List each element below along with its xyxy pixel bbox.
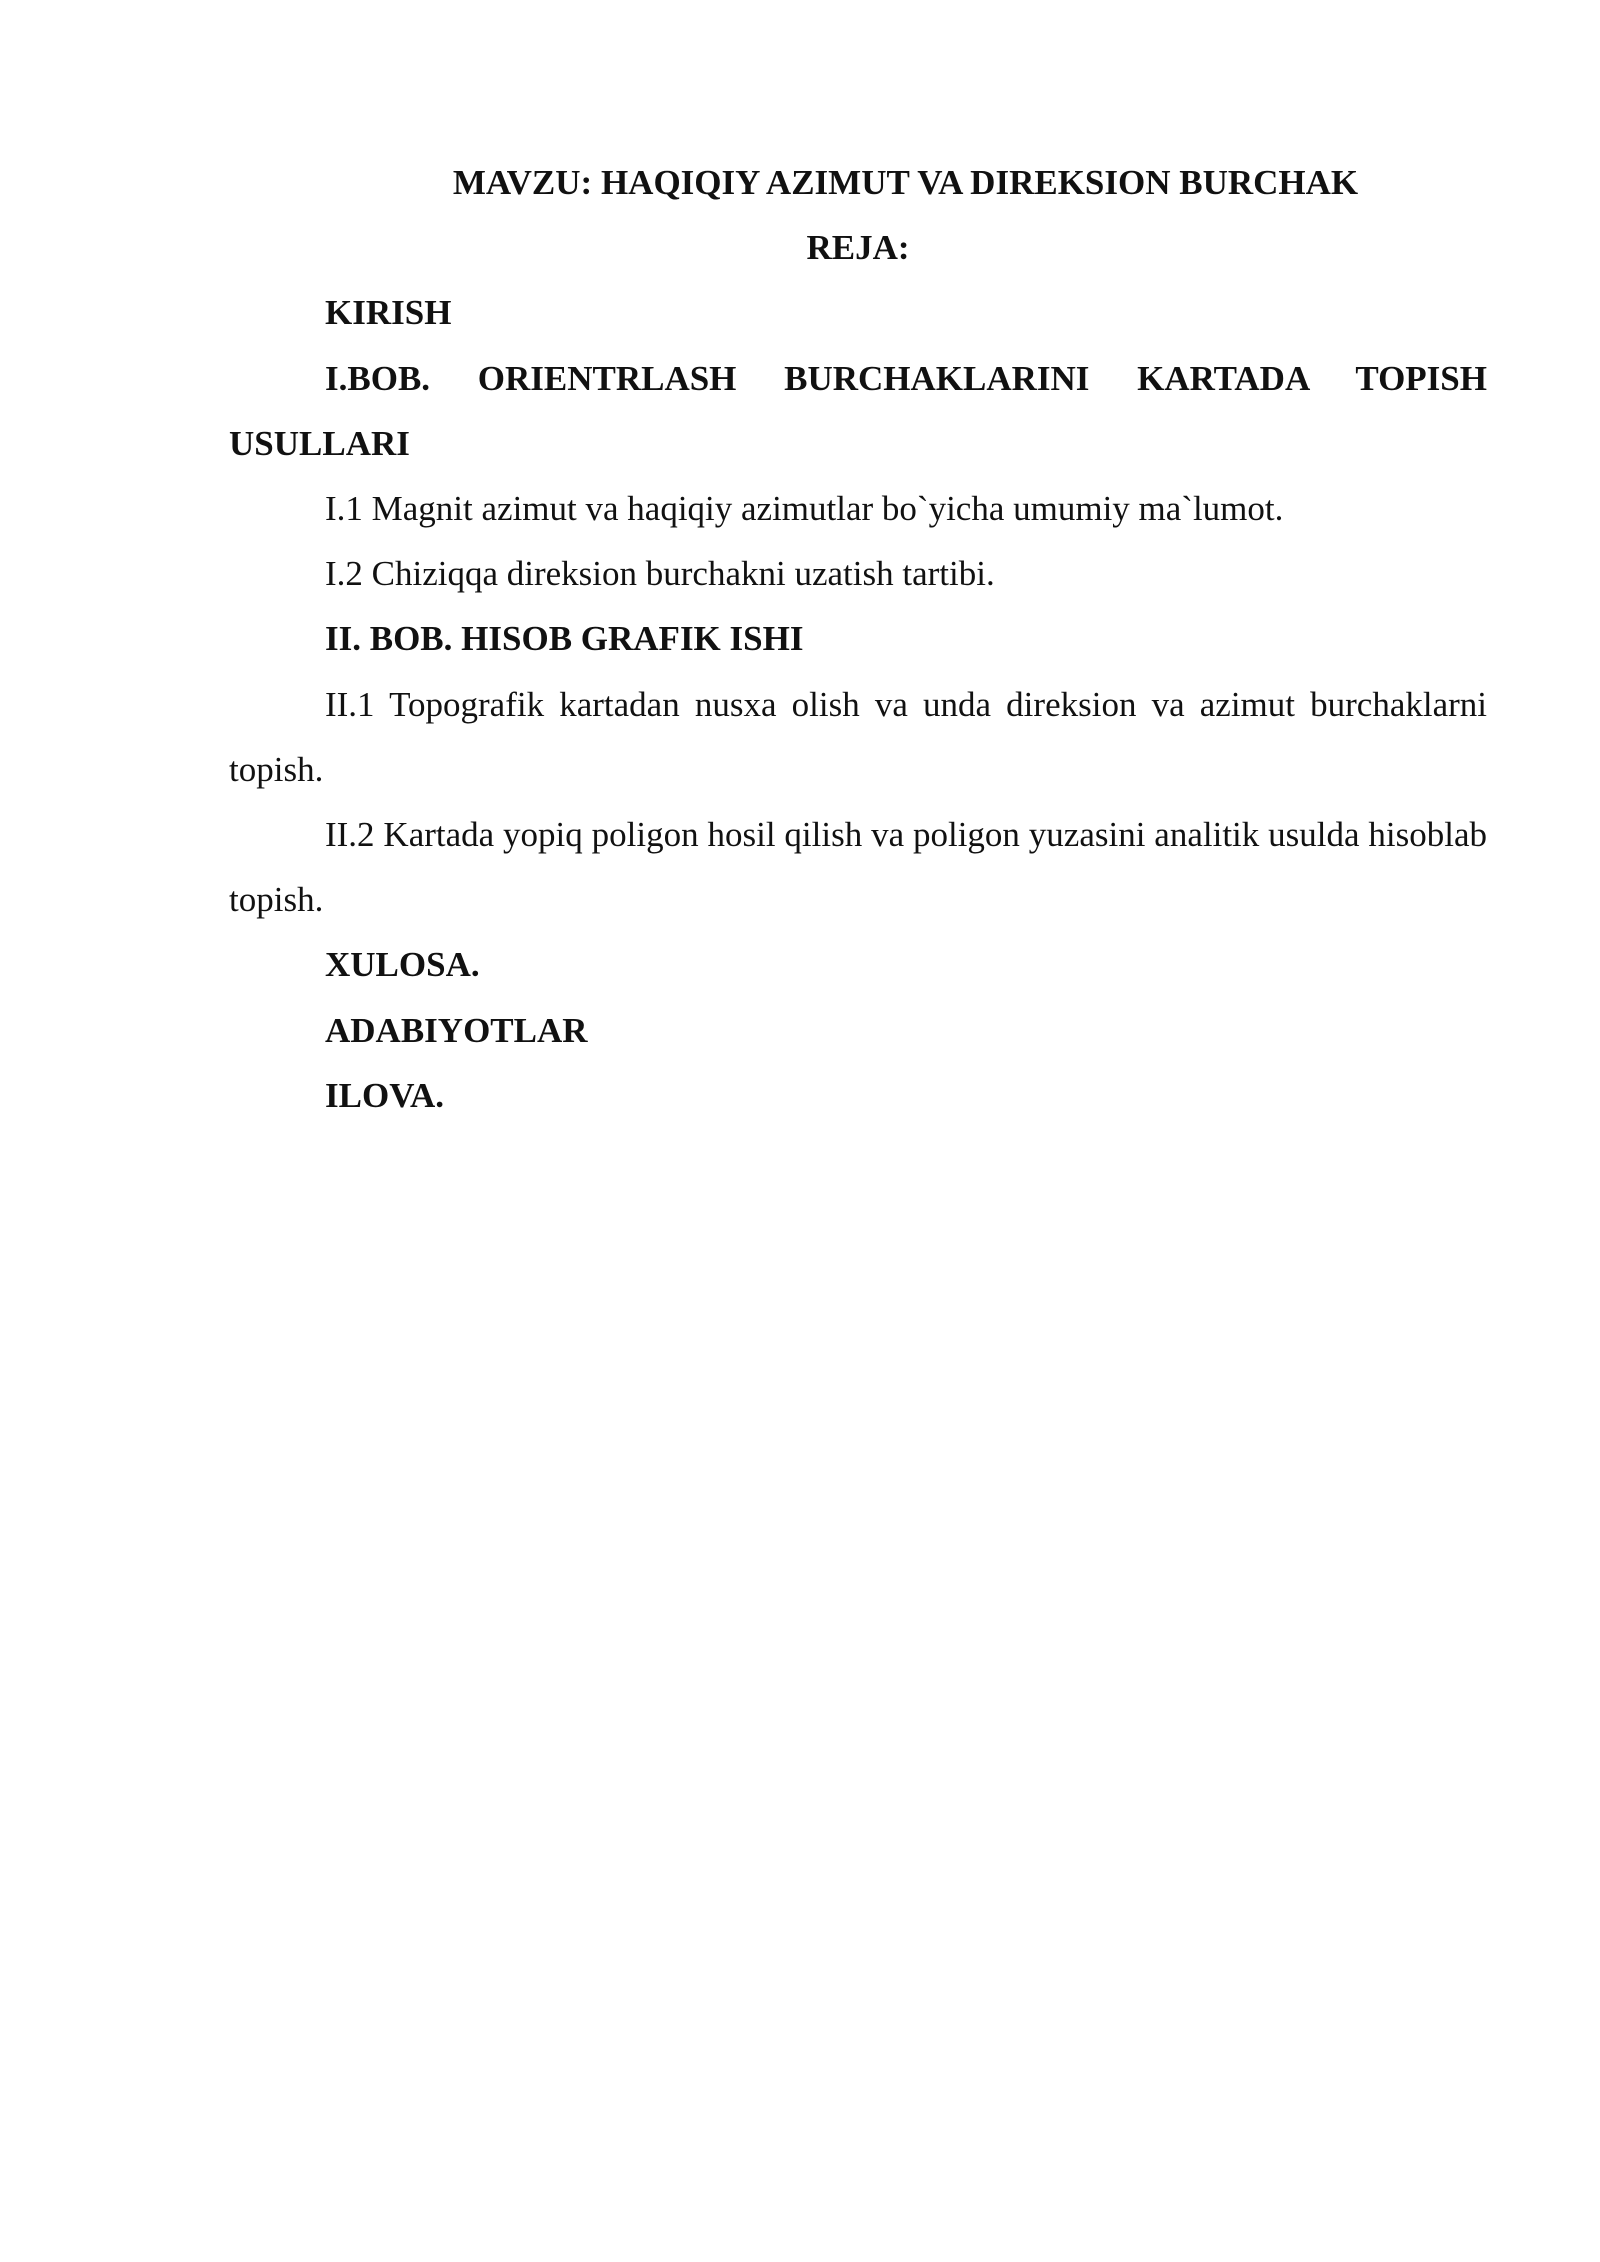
section-1-2: I.2 Chiziqqa direksion burchakni uzatish tartibi. <box>325 554 995 594</box>
chapter-1-heading: I.BOB. ORIENTRLASH BURCHAKLARINI KARTADA TOPISH USULLARI <box>229 358 1487 463</box>
section-1-1: I.1 Magnit azimut va haqiqiy azimutlar bo`yicha umumiy ma`lumot. <box>325 489 1284 529</box>
section-2-1: II.1 Topografik kartadan nusxa olish va unda direksion va azimut burchaklarni topish. <box>229 684 1487 789</box>
section-references: ADABIYOTLAR <box>325 1010 588 1050</box>
section-2-2: II.2 Kartada yopiq poligon hosil qilish va poligon yuzasini analitik usulda hisoblab topish. <box>229 815 1487 920</box>
section-introduction: KIRISH <box>325 293 452 333</box>
section-conclusion: XULOSA. <box>325 945 480 985</box>
section-appendix: ILOVA. <box>325 1075 444 1115</box>
document-page <box>229 150 1487 1128</box>
plan-heading: REJA: <box>806 228 910 268</box>
document-title: MAVZU: HAQIQIY AZIMUT VA DIREKSION BURCHAK <box>452 163 1359 202</box>
chapter-2-heading: II. BOB. HISOB GRAFIK ISHI <box>325 619 804 659</box>
